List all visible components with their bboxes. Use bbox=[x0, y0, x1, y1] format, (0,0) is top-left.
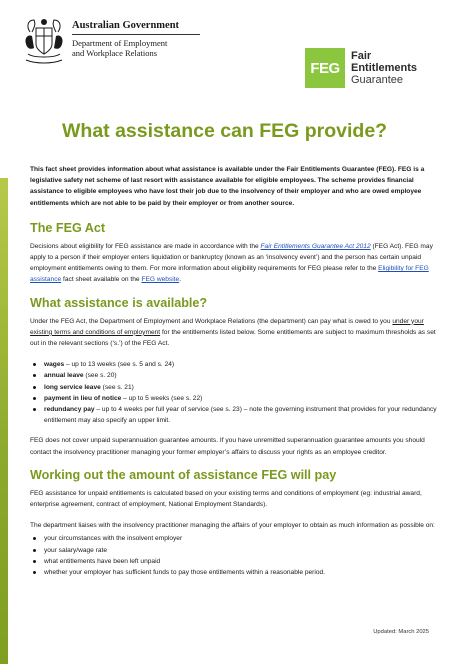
feg-website-link[interactable]: FEG website bbox=[141, 276, 180, 284]
bullet-icon bbox=[33, 549, 36, 552]
intro-paragraph: This fact sheet provides information about what assistance is available under the Fair Entitlements Guarantee (FEG). FEG is a legislative safety net scheme of last resort with assistance available for eligible employees. The scheme provides financial assistance to eligible employees who have lost their job due to the insolvency of their employer and who are owed employee entitlements which are not able to be paid by their employer or from another source. bbox=[30, 166, 425, 207]
list-item bbox=[30, 567, 440, 578]
list-item bbox=[30, 404, 440, 426]
list-item-term: annual leave bbox=[44, 372, 84, 380]
feg-act-text-2: (FEG Act). FEG may apply to a person if their employer enters liquidation or bankruptcy (known as an ‘insolvency event’) and the person has certain unpaid employment entitlements owing to them. For more information about eligibility requirements for FEG please refer to the bbox=[30, 242, 433, 273]
government-name: Australian Government bbox=[72, 20, 180, 31]
left-accent-bar bbox=[0, 178, 8, 664]
list-item-text: what entitlements have been left unpaid bbox=[44, 557, 161, 565]
list-item-desc: – up to 13 weeks (see s. 5 and s. 24) bbox=[64, 361, 175, 369]
bullet-icon bbox=[33, 408, 36, 411]
list-item-term: long service leave bbox=[44, 383, 101, 391]
list-item-desc: (see s. 21) bbox=[100, 383, 134, 391]
information-list bbox=[30, 533, 440, 578]
list-item-term: redundancy pay bbox=[44, 406, 95, 414]
list-item bbox=[30, 556, 440, 567]
bullet-icon bbox=[33, 374, 36, 377]
eligibility-fact-sheet-link[interactable]: Eligibility for FEG assistance bbox=[30, 265, 429, 284]
list-item bbox=[30, 370, 440, 381]
calculation-paragraph: FEG assistance for unpaid entitlements is calculated based on your existing terms and conditions of employment (eg: industrial award, enterprise agreement, contract of employment, National Employment Standards). bbox=[30, 489, 422, 509]
assistance-underlined-text: under your existing terms and conditions of employment bbox=[30, 317, 424, 336]
list-item-text: your circumstances with the insolvent employer bbox=[44, 535, 183, 543]
list-item-term: wages bbox=[44, 361, 65, 369]
list-item bbox=[30, 545, 440, 556]
assistance-text-1: Under the FEG Act, the Department of Employment and Workplace Relations (the department) can pay what is owed to you bbox=[30, 317, 393, 325]
feg-word-entitlements: Entitlements bbox=[351, 62, 418, 74]
list-item bbox=[30, 533, 440, 544]
assistance-paragraph bbox=[30, 316, 440, 350]
government-logo bbox=[22, 14, 202, 74]
feg-act-text-1: Decisions about eligibility for FEG assistance are made in accordance with the bbox=[30, 242, 261, 250]
feg-word-guarantee: Guarantee bbox=[351, 74, 403, 86]
feg-act-link[interactable]: Fair Entitlements Guarantee Act 2012 bbox=[260, 242, 371, 250]
bullet-icon bbox=[33, 571, 36, 574]
feg-act-text-3: fact sheet available on the bbox=[61, 276, 142, 284]
government-text bbox=[72, 20, 200, 58]
list-item-text: whether your employer has sufficient funds to pay those entitlements within a reasonable period. bbox=[44, 569, 326, 577]
section-heading-feg-act: The FEG Act bbox=[30, 220, 106, 235]
list-item bbox=[30, 393, 440, 404]
list-item-text: your salary/wage rate bbox=[44, 546, 108, 554]
department-line-1: Department of Employment bbox=[72, 38, 168, 48]
list-item bbox=[30, 359, 440, 370]
main-content bbox=[30, 164, 440, 587]
feg-act-text-4: . bbox=[179, 276, 182, 284]
feg-act-paragraph bbox=[30, 241, 440, 286]
feg-word-fair: Fair bbox=[351, 50, 372, 62]
list-item-desc: (see s. 20) bbox=[83, 372, 117, 380]
feg-logo bbox=[305, 48, 455, 90]
bullet-icon bbox=[33, 386, 36, 389]
superannuation-paragraph: FEG does not cover unpaid superannuation guarantee amounts. If you have unremitted superannuation guarantee amounts you should contact the insolvency practitioner managing your former employer’s affairs to discuss your rights as an employee creditor. bbox=[30, 437, 425, 456]
feg-logo-wordmark bbox=[351, 50, 417, 86]
bullet-icon bbox=[33, 363, 36, 366]
list-item-desc: – up to 4 weeks per full year of service (see s. 23) – note the governing instrument that provides for your redundancy entitlement may also specify an upper limit. bbox=[44, 406, 437, 425]
entitlements-list bbox=[30, 359, 440, 426]
coat-of-arms-icon bbox=[22, 14, 66, 66]
updated-date: Updated: March 2025 bbox=[373, 629, 429, 635]
list-item bbox=[30, 382, 440, 393]
section-heading-assistance-available: What assistance is available? bbox=[30, 295, 208, 310]
list-item-desc: – up to 5 weeks (see s. 22) bbox=[121, 394, 203, 402]
department-line-2: and Workplace Relations bbox=[72, 48, 158, 58]
assistance-text-2: for the entitlements listed below. Some entitlements are subject to maximum thresholds as set out in the relevant sections (‘s.’) of the FEG Act. bbox=[30, 328, 436, 348]
page-title: What assistance can FEG provide? bbox=[62, 120, 388, 142]
section-heading-working-out-amount: Working out the amount of assistance FEG will pay bbox=[30, 467, 337, 482]
liaison-paragraph: The department liaises with the insolvency practitioner managing the affairs of your employer to obtain as much information as possible on: bbox=[30, 522, 435, 530]
list-item-term: payment in lieu of notice bbox=[44, 394, 122, 402]
bullet-icon bbox=[33, 537, 36, 540]
government-divider bbox=[72, 34, 200, 35]
bullet-icon bbox=[33, 397, 36, 400]
feg-logo-mark: FEG bbox=[305, 48, 345, 88]
bullet-icon bbox=[33, 560, 36, 563]
